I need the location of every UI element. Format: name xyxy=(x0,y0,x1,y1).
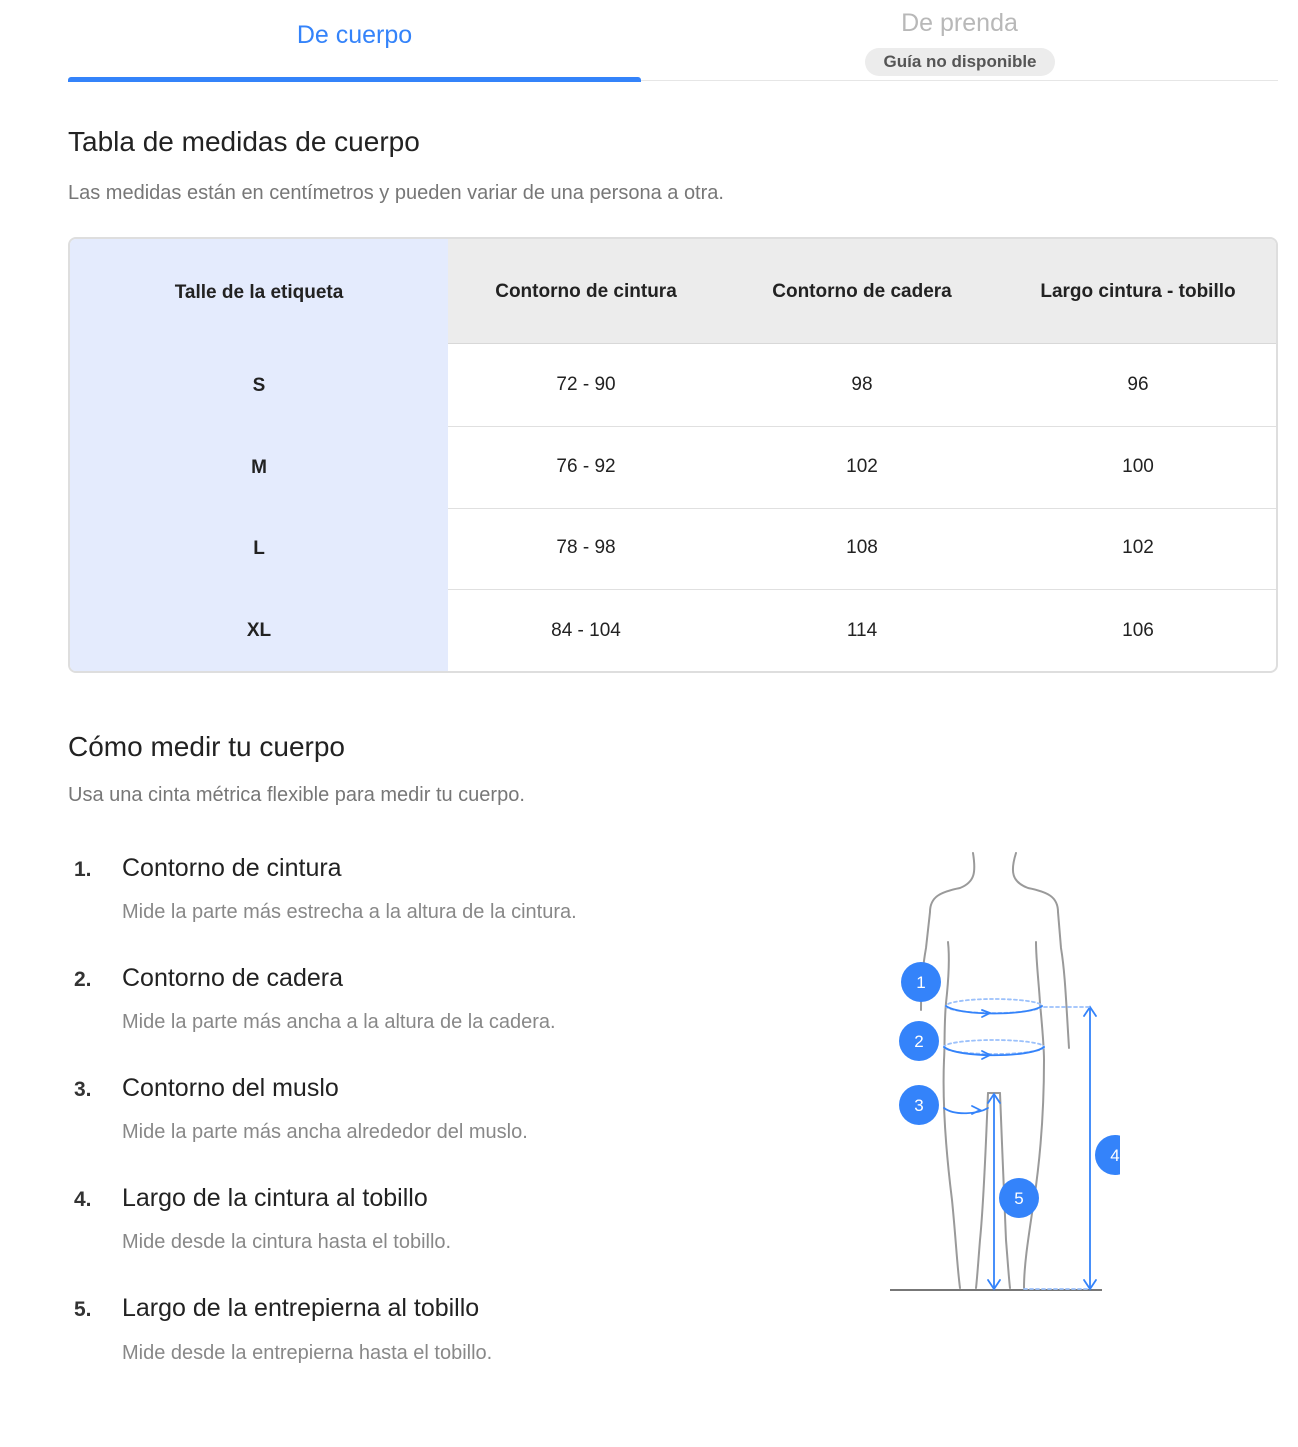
step-title: Largo de la entrepierna al tobillo xyxy=(122,1294,480,1322)
marker-1 xyxy=(901,962,941,1002)
row-divider xyxy=(448,426,1276,427)
step-title: Contorno de cadera xyxy=(122,964,343,992)
measure-lines xyxy=(944,999,1096,1289)
svg-text:1: 1 xyxy=(916,973,926,992)
row-divider xyxy=(448,508,1276,509)
table-cell: 84 - 104 xyxy=(551,620,621,641)
size-table xyxy=(68,237,1278,673)
active-tab-indicator xyxy=(68,77,641,82)
table-cell: 78 - 98 xyxy=(556,537,616,558)
svg-text:4: 4 xyxy=(1110,1146,1120,1165)
step-description: Mide la parte más ancha alrededor del muslo. xyxy=(122,1121,528,1143)
step-title: Contorno del muslo xyxy=(122,1074,339,1102)
body-chart-subtitle: Las medidas están en centímetros y pueden variar de una persona a otra. xyxy=(68,182,724,204)
svg-text:3: 3 xyxy=(914,1096,924,1115)
unavailable-badge: Guía no disponible xyxy=(865,48,1055,76)
step-number: 4. xyxy=(74,1188,92,1211)
body-measurement-figure xyxy=(880,845,1120,1305)
tab-de-prenda xyxy=(641,0,1278,81)
marker-5 xyxy=(999,1178,1039,1218)
table-cell: 108 xyxy=(846,537,878,558)
step-title: Largo de la cintura al tobillo xyxy=(122,1184,428,1212)
header-cintura: Contorno de cintura xyxy=(495,281,677,302)
body-outline xyxy=(921,853,1069,1288)
table-cell-size: M xyxy=(251,457,267,478)
step-number: 3. xyxy=(74,1078,92,1101)
header-cadera: Contorno de cadera xyxy=(772,281,952,302)
table-cell: 106 xyxy=(1122,620,1154,641)
step-number: 1. xyxy=(74,858,92,881)
table-cell: 114 xyxy=(846,620,878,641)
step-description: Mide desde la entrepierna hasta el tobillo. xyxy=(122,1342,493,1364)
step-number: 5. xyxy=(74,1298,92,1321)
row-divider xyxy=(448,589,1276,590)
table-cell-size: L xyxy=(253,538,265,559)
table-cell-size: XL xyxy=(246,620,272,641)
header-largo: Largo cintura - tobillo xyxy=(1040,281,1236,302)
how-to-measure-title: Cómo medir tu cuerpo xyxy=(68,731,346,762)
body-chart-title: Tabla de medidas de cuerpo xyxy=(68,126,420,157)
step-title: Contorno de cintura xyxy=(122,854,342,882)
table-cell: 102 xyxy=(1122,537,1154,558)
table-cell: 72 - 90 xyxy=(556,374,616,395)
marker-2 xyxy=(899,1021,939,1061)
how-to-measure-subtitle: Usa una cinta métrica flexible para medir tu cuerpo. xyxy=(68,784,525,806)
table-cell-size: S xyxy=(252,375,266,396)
table-cell: 76 - 92 xyxy=(556,456,616,477)
tab-de-prenda-label: De prenda xyxy=(901,9,1018,37)
svg-text:5: 5 xyxy=(1014,1189,1024,1208)
table-cell: 98 xyxy=(851,374,873,395)
table-cell: 100 xyxy=(1122,456,1154,477)
step-description: Mide la parte más ancha a la altura de la cadera. xyxy=(122,1011,556,1033)
tab-de-cuerpo[interactable] xyxy=(68,0,641,81)
step-number: 2. xyxy=(74,968,92,991)
size-guide-tabs xyxy=(68,0,1278,81)
table-cell: 102 xyxy=(846,456,878,477)
tab-de-cuerpo-label: De cuerpo xyxy=(296,21,413,49)
marker-4 xyxy=(1095,1135,1120,1175)
marker-3 xyxy=(899,1085,939,1125)
step-description: Mide la parte más estrecha a la altura de la cintura. xyxy=(122,901,577,923)
step-description: Mide desde la cintura hasta el tobillo. xyxy=(122,1231,452,1253)
header-talle: Talle de la etiqueta xyxy=(174,282,344,303)
svg-text:2: 2 xyxy=(914,1032,924,1051)
table-cell: 96 xyxy=(1127,374,1149,395)
